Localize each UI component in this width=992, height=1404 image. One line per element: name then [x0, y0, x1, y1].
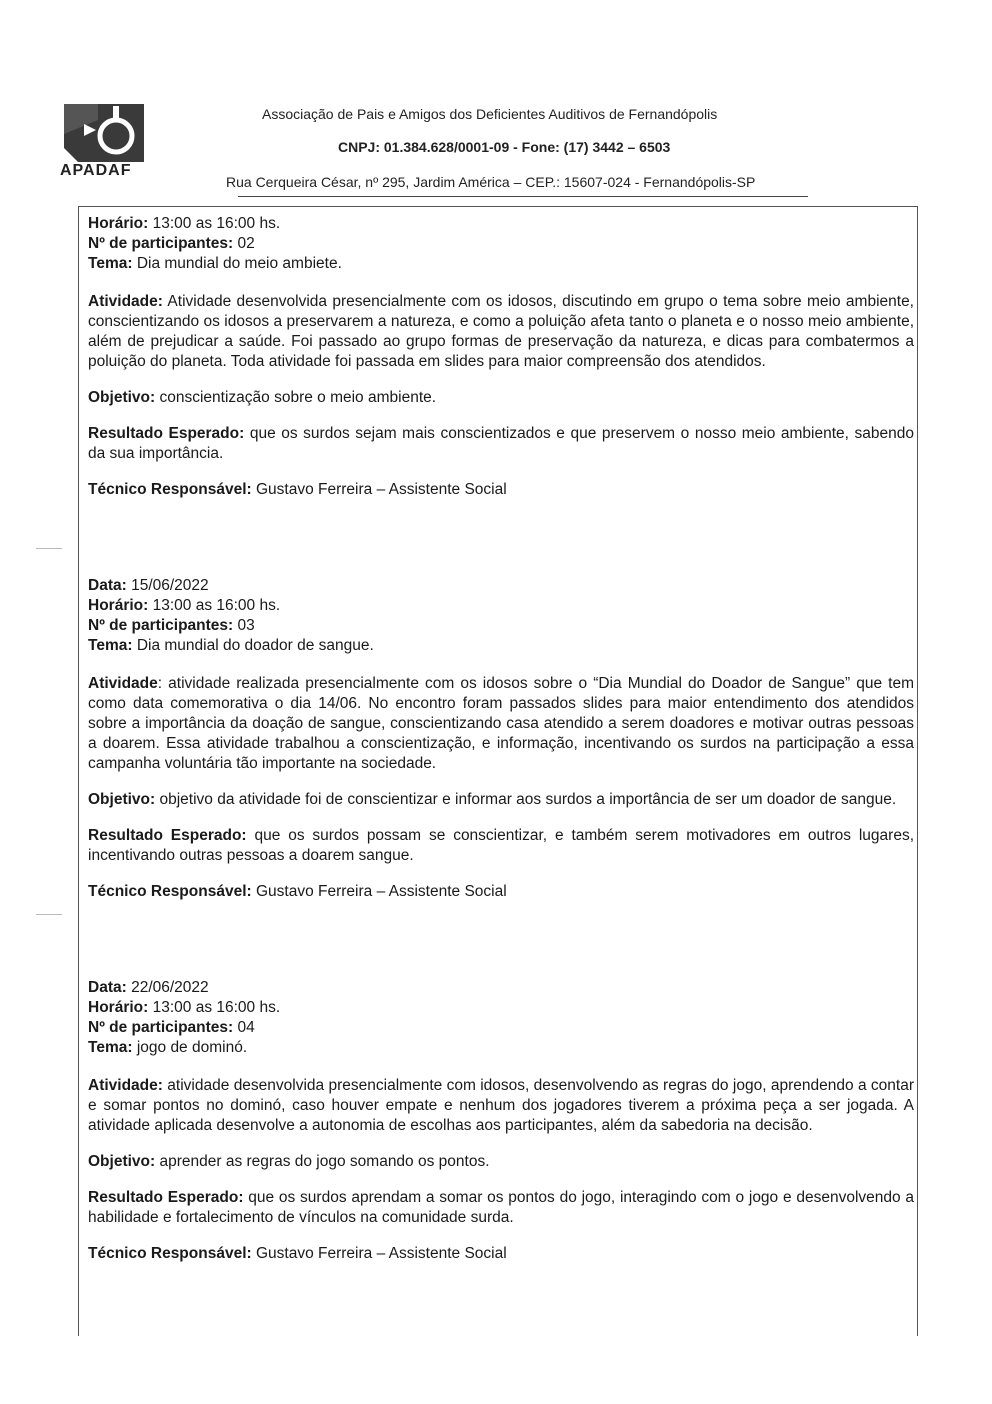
atividade-label: Atividade: — [88, 1077, 163, 1094]
tema-value: jogo de dominó. — [136, 1039, 248, 1056]
resultado-text: que os surdos aprendam a somar os pontos do jogo, interagindo com o jogo e desenvolvendo a habilidade e fortalecimento de vínculos na comunidade surda. — [88, 1189, 915, 1226]
report-body — [88, 214, 914, 1280]
participantes-label: Nº de participantes: — [88, 235, 234, 252]
org-name: Associação de Pais e Amigos dos Deficientes Auditivos de Fernandópolis — [262, 106, 718, 122]
tema-label: Tema: — [88, 637, 133, 654]
atividade-text: atividade desenvolvida presencialmente com idosos, desenvolvendo as regras do jogo, aprendendo a contar e somar pontos no dominó, caso houver empate e nenhum dos jogadores tiverem a próxima peça a ser jogada. A atividade aplicada desenvolve a autonomia de escolhas aos participantes, além da sabedoria na decisão. — [88, 1077, 915, 1134]
margin-mark — [36, 914, 62, 915]
apadaf-logo-icon — [58, 100, 150, 166]
objetivo-label: Objetivo: — [88, 389, 156, 406]
tema-value: Dia mundial do meio ambiete. — [136, 255, 342, 272]
objetivo-label: Objetivo: — [88, 1153, 156, 1170]
letterhead — [0, 0, 992, 210]
horario-label: Horário: — [88, 597, 149, 614]
tema-label: Tema: — [88, 1039, 133, 1056]
entry-1 — [88, 214, 914, 500]
horario-value: 13:00 as 16:00 hs. — [152, 597, 281, 614]
atividade-text: Atividade desenvolvida presencialmente com os idosos, discutindo em grupo o tema sobre meio ambiente, conscientizando os idosos a preservarem a natureza, e como a poluição afeta tanto o planeta e o nosso meio ambiente, além de prejudicar a saúde. Foi passado ao grupo formas de preservação da natureza, e dicas para combatermos a poluição do planeta. Toda atividade foi passada em slides para maior compreensão dos atendidos. — [88, 293, 914, 370]
cnpj-line: CNPJ: 01.384.628/0001-09 - Fone: (17) 3442 – 6503 — [338, 139, 671, 155]
tecnico-text: Gustavo Ferreira – Assistente Social — [255, 1245, 507, 1262]
tecnico-text: Gustavo Ferreira – Assistente Social — [255, 883, 507, 900]
objetivo-text: objetivo da atividade foi de conscientizar e informar aos surdos a importância de ser um doador de sangue. — [159, 791, 897, 808]
data-value: 15/06/2022 — [131, 577, 209, 594]
address-line: Rua Cerqueira César, nº 295, Jardim América – CEP.: 15607-024 - Fernandópolis-SP — [226, 174, 756, 190]
entry-2 — [88, 576, 914, 902]
resultado-label: Resultado Esperado: — [88, 827, 247, 844]
tecnico-label: Técnico Responsável: — [88, 1245, 252, 1262]
tema-value: Dia mundial do doador de sangue. — [136, 637, 374, 654]
entry-3 — [88, 978, 914, 1264]
objetivo-label: Objetivo: — [88, 791, 156, 808]
resultado-text: que os surdos sejam mais conscientizados e que preservem o nosso meio ambiente, sabendo da sua importância. — [88, 425, 914, 462]
data-label: Data: — [88, 979, 127, 996]
horario-value: 13:00 as 16:00 hs. — [152, 215, 281, 232]
atividade-label: Atividade: — [88, 293, 163, 310]
apadaf-logo — [58, 100, 150, 180]
participantes-label: Nº de participantes: — [88, 1019, 234, 1036]
participantes-value: 04 — [237, 1019, 255, 1036]
margin-mark — [36, 548, 62, 549]
participantes-label: Nº de participantes: — [88, 617, 234, 634]
resultado-text: que os surdos possam se conscientizar, e também serem motivadores em outros lugares, incentivando outras pessoas a doarem sangue. — [88, 827, 915, 864]
atividade-text: : atividade realizada presencialmente com os idosos sobre o “Dia Mundial do Doador de Sangue” que tem como data comemorativa o dia 14/06. No encontro foram passados slides para maior entendimento dos atendidos sobre a importância da doação de sangue, conscientizando casa atendido a serem doadores e motivar outras pessoas a doarem. Essa atividade trabalhou a conscientização, e informação, incentivando os surdos na participação a essa campanha voluntária tão importante na sociedade. — [88, 675, 914, 772]
data-label: Data: — [88, 577, 127, 594]
resultado-label: Resultado Esperado: — [88, 1189, 244, 1206]
objetivo-text: aprender as regras do jogo somando os pontos. — [159, 1153, 490, 1170]
tema-label: Tema: — [88, 255, 133, 272]
horario-label: Horário: — [88, 999, 149, 1016]
participantes-value: 03 — [237, 617, 255, 634]
tecnico-label: Técnico Responsável: — [88, 883, 252, 900]
data-value: 22/06/2022 — [131, 979, 209, 996]
tecnico-text: Gustavo Ferreira – Assistente Social — [255, 481, 507, 498]
header-divider — [238, 196, 808, 197]
logo-text: APADAF — [60, 162, 132, 179]
objetivo-text: conscientização sobre o meio ambiente. — [159, 389, 437, 406]
resultado-label: Resultado Esperado: — [88, 425, 245, 442]
tecnico-label: Técnico Responsável: — [88, 481, 252, 498]
horario-value: 13:00 as 16:00 hs. — [152, 999, 281, 1016]
horario-label: Horário: — [88, 215, 149, 232]
atividade-label: Atividade — [88, 675, 158, 692]
participantes-value: 02 — [237, 235, 255, 252]
